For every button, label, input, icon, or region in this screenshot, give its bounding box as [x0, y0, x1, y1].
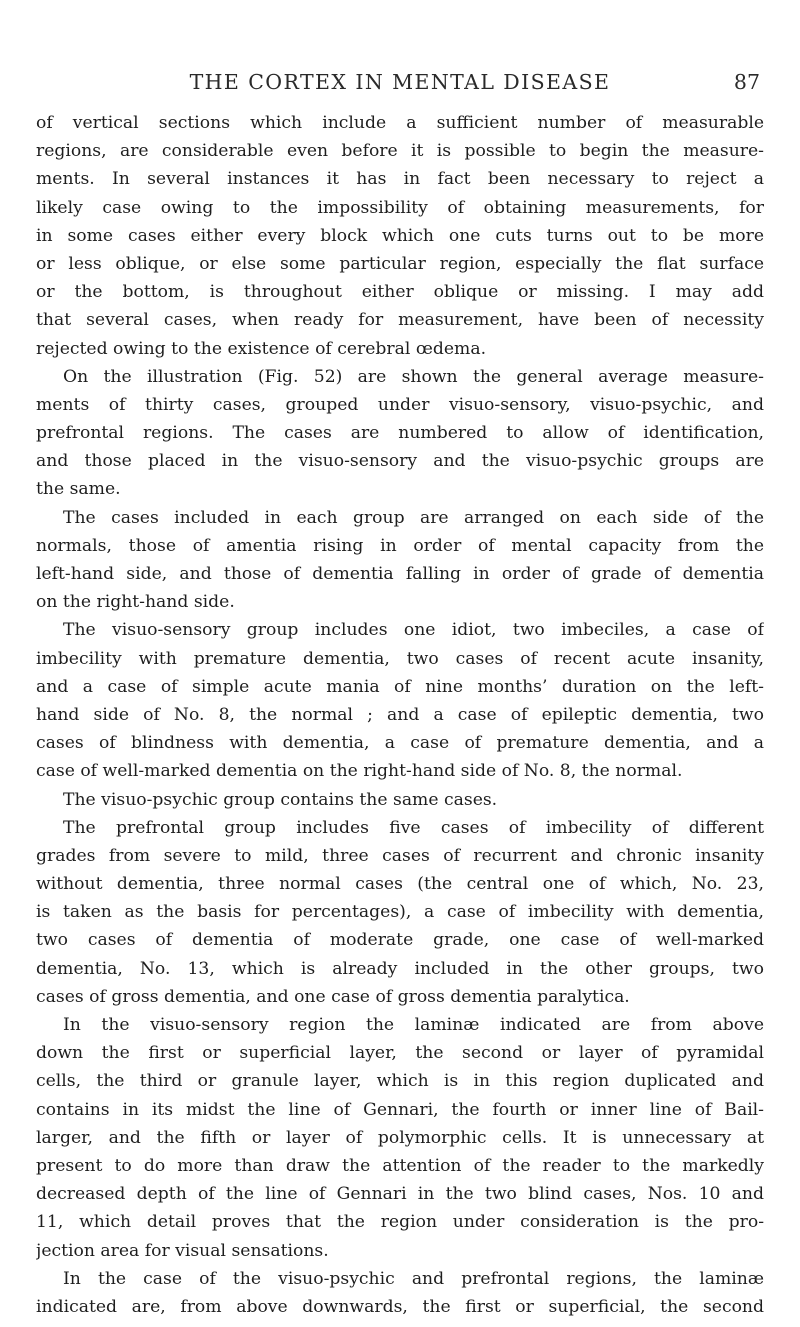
text-line: and those placed in the visuo-sensory and the visuo-psychic groups are: [36, 451, 764, 472]
text-line: In the visuo-sensory region the laminæ indicated are from above: [63, 1015, 764, 1035]
text-line: imbecility with premature dementia, two cases of recent acute insanity,: [36, 648, 764, 669]
text-line: without dementia, three normal cases (the central one of which, No. 23,: [36, 874, 764, 895]
text-line: The visuo-psychic group contains the same cases.: [63, 789, 498, 810]
text-line: and a case of simple acute mania of nine months’ duration on the left-: [36, 676, 764, 697]
text-line: The visuo-sensory group includes one idiot, two imbeciles, a case of: [63, 620, 764, 641]
text-line: ments of thirty cases, grouped under visuo-sensory, visuo-psychic, and: [36, 394, 764, 415]
text-line: on the right-hand side.: [36, 592, 235, 613]
text-line: down the first or superficial layer, the second or layer of pyramidal: [36, 1043, 764, 1064]
text-line: cases of blindness with dementia, a case of premature dementia, and a: [36, 733, 764, 754]
text-line: decreased depth of the line of Gennari in the two blind cases, Nos. 10 and: [36, 1184, 764, 1205]
text-line: cells, the third or granule layer, which is in this region duplicated and: [36, 1071, 764, 1092]
text-line: in some cases either every block which one cuts turns out to be more: [36, 225, 764, 246]
text-line: or the bottom, is throughout either oblique or missing. I may add: [36, 282, 764, 303]
text-line: of vertical sections which include a sufficient number of measurable: [36, 113, 764, 133]
text-line: indicated are, from above downwards, the first or superficial, the second: [36, 1296, 764, 1317]
body-text: [36, 109, 764, 1321]
page-number: 87: [733, 70, 760, 94]
text-line: left-hand side, and those of dementia falling in order of grade of dementia: [36, 564, 764, 584]
text-line: dementia, No. 13, which is already included in the other groups, two: [36, 958, 764, 979]
text-line: the same.: [36, 479, 121, 500]
text-line: likely case owing to the impossibility of obtaining measurements, for: [36, 197, 764, 218]
book-page: [36, 0, 764, 1327]
text-line: larger, and the fifth or layer of polymorphic cells. It is unnecessary at: [36, 1127, 764, 1148]
running-title: THE CORTEX IN MENTAL DISEASE: [189, 70, 611, 94]
text-line: that several cases, when ready for measurement, have been of necessity: [36, 310, 764, 331]
text-line: 11, which detail proves that the region under consideration is the pro-: [36, 1212, 764, 1233]
text-line: In the case of the visuo-psychic and prefrontal regions, the laminæ: [63, 1268, 764, 1289]
text-line: case of well-marked dementia on the right-hand side of No. 8, the normal.: [36, 761, 683, 782]
text-line: prefrontal regions. The cases are numbered to allow of identification,: [36, 423, 764, 444]
text-line: is taken as the basis for percentages), a case of imbecility with dementia,: [36, 902, 764, 923]
text-line: hand side of No. 8, the normal ; and a case of epileptic dementia, two: [36, 704, 764, 725]
text-line: ments. In several instances it has in fact been necessary to reject a: [36, 169, 764, 190]
text-line: contains in its midst the line of Gennari, the fourth or inner line of Bail-: [36, 1099, 764, 1120]
running-head: [36, 0, 764, 110]
text-line: cases of gross dementia, and one case of gross dementia paralytica.: [36, 986, 630, 1007]
text-line: present to do more than draw the attention of the reader to the markedly: [36, 1155, 764, 1176]
text-line: normals, those of amentia rising in order of mental capacity from the: [36, 535, 764, 556]
text-line: On the illustration (Fig. 52) are shown the general average measure-: [63, 366, 764, 387]
text-line: The prefrontal group includes five cases of imbecility of different: [63, 817, 764, 838]
text-line: rejected owing to the existence of cerebral œdema.: [36, 338, 487, 359]
text-line: regions, are considerable even before it is possible to begin the measure-: [36, 141, 764, 162]
text-line: two cases of dementia of moderate grade, one case of well-marked: [36, 930, 764, 951]
text-line: or less oblique, or else some particular region, especially the flat surface: [36, 253, 764, 274]
text-line: jection area for visual sensations.: [36, 1240, 329, 1261]
text-line: grades from severe to mild, three cases of recurrent and chronic insanity: [36, 845, 764, 866]
text-line: The cases included in each group are arranged on each side of the: [63, 507, 764, 528]
